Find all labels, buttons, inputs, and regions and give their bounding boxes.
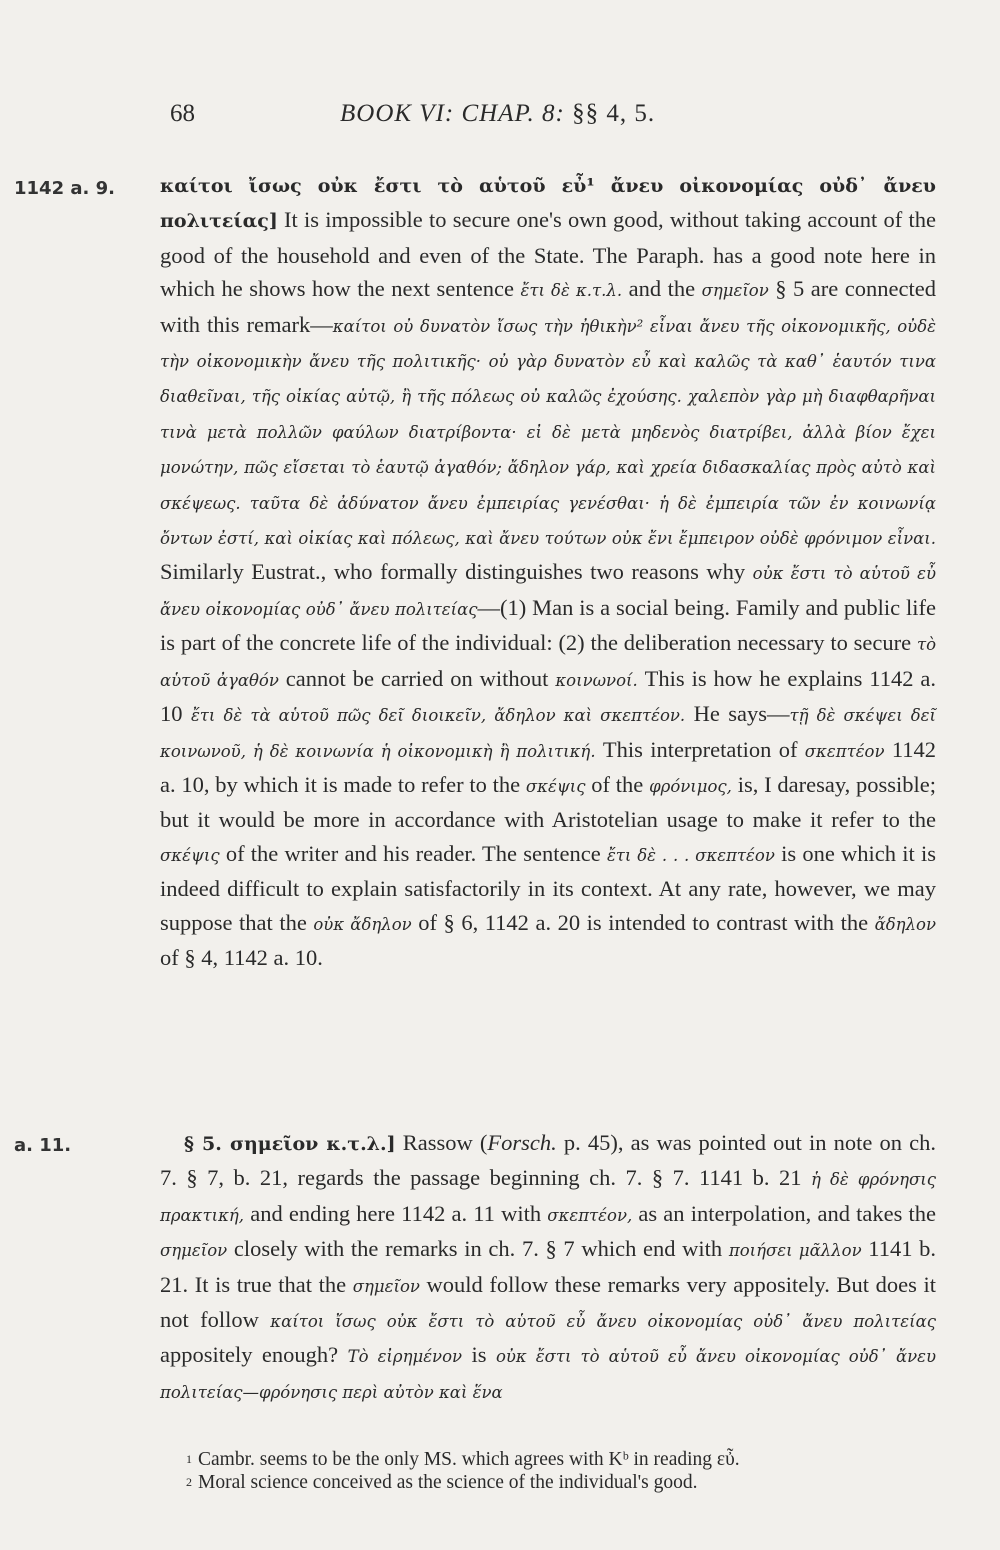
text-run: Rassow ( <box>395 1130 488 1155</box>
footnote <box>186 1471 916 1494</box>
commentary-paragraph <box>160 1126 936 1409</box>
text-run: of the writer and his reader. The sentence <box>219 840 607 866</box>
text-run: as an interpolation, and takes the <box>632 1200 936 1226</box>
text-run: is, I daresay, possible; but it would be more in accordance with Aristotelian usage to make it refer to the <box>160 771 937 833</box>
greek-run: σημεῖον <box>701 281 769 301</box>
greek-run: σκεπτέον <box>804 741 885 761</box>
text-run: Similarly Eustrat., who formally distinguishes two reasons why <box>160 559 753 585</box>
greek-run: ἔτι δὲ κ.τ.λ. <box>520 281 623 301</box>
text-run: p. 45), as was pointed out in note on ch. 7. § 7, b. 21, regards the passage beginning ch. 7. § 7. 1141 b. 21 <box>160 1130 936 1191</box>
greek-run: οὐκ ἔστι τὸ αὑτοῦ εὖ ἄνευ οἰκονομίας οὐδ᾽ ἄνευ πολιτείας—φρόνησις περὶ αὐτὸν καὶ ἕνα <box>160 1347 937 1402</box>
greek-run: ἔτι δὲ . . . σκεπτέον <box>606 845 775 865</box>
margin-reference-1: 1142 a. 9. <box>14 178 115 199</box>
text-run: is <box>462 1342 496 1368</box>
greek-run: σημεῖον <box>352 1276 420 1296</box>
greek-run: ἡ δὲ φρόνησις πρακτική, <box>160 1170 936 1225</box>
text-run: This is how he explains 1142 a. 10 <box>160 665 936 727</box>
text-run: of the <box>585 771 650 797</box>
footnote-mark: 2 <box>186 1475 192 1489</box>
lemma: § 5. σημεῖον κ.τ.λ.] <box>184 1133 396 1155</box>
text-run: 1142 a. 10, by which it is made to refer to the <box>160 736 936 797</box>
commentary-block-1 <box>160 168 936 974</box>
greek-run: Τὸ εἰρημένον <box>347 1347 463 1367</box>
page-number: 68 <box>170 100 195 127</box>
greek-run: σκέψις <box>525 776 586 796</box>
text-run: cannot be carried on without <box>278 665 556 691</box>
greek-run: σκέψις <box>160 845 220 865</box>
running-title <box>340 100 655 128</box>
text-run: closely with the remarks in ch. 7. § 7 which end with <box>227 1236 729 1262</box>
greek-run: τὸ αὑτοῦ ἀγαθόν <box>160 635 936 690</box>
text-run: He says— <box>685 701 790 727</box>
greek-run: οὐκ ἄδηλον <box>313 914 412 934</box>
greek-run: ἄδηλον <box>874 914 936 934</box>
greek-run: σημεῖον <box>160 1241 228 1261</box>
text-run: 1141 b. 21. It is true that the <box>160 1236 936 1297</box>
running-title-sections: §§ 4, 5. <box>572 100 656 127</box>
text-run: It is impossible to secure one's own good, without taking account of the good of the household and even of the State. The Paraph. has a good note here in which he shows how the next sentence <box>160 207 936 302</box>
footnote-text: Cambr. seems to be the only MS. which agrees with Kᵇ in reading εὖ. <box>198 1449 740 1470</box>
text-run: of § 4, 1142 a. 10. <box>160 944 323 970</box>
text-run: would follow these remarks very appositely. But does it not follow <box>160 1271 936 1333</box>
margin-reference-2: a. 11. <box>14 1135 72 1156</box>
footnotes <box>186 1448 916 1494</box>
text-run: of § 6, 1142 a. 20 is intended to contrast with the <box>411 909 875 935</box>
commentary-block-2 <box>160 1126 936 1409</box>
footnote <box>186 1448 916 1471</box>
text-run: and the <box>622 276 702 302</box>
text-run: is one which it is indeed difficult to explain satisfactorily in its context. At any rate, however, we may suppose that the <box>160 840 936 935</box>
footnote-text: Moral science conceived as the science of the individual's good. <box>198 1472 698 1493</box>
greek-run: κοινωνοί. <box>555 670 638 690</box>
text-run: This interpretation of <box>595 736 805 762</box>
commentary-paragraph <box>160 168 936 974</box>
greek-run: ἔτι δὲ τὰ αὑτοῦ πῶς δεῖ διοικεῖν, ἄδηλον καὶ σκεπτέον. <box>190 706 686 726</box>
text-run: and ending here 1142 a. 11 with <box>244 1200 548 1226</box>
italic-run: Forsch. <box>487 1130 557 1155</box>
footnote-mark: 1 <box>186 1452 192 1466</box>
text-run: appositely enough? <box>160 1342 348 1368</box>
greek-run: ποιήσει μᾶλλον <box>728 1241 862 1261</box>
running-title-text: BOOK VI: CHAP. 8: <box>340 100 565 127</box>
greek-run: σκεπτέον, <box>547 1205 633 1225</box>
greek-quotation: καίτοι οὐ δυνατὸν ἴσως τὴν ἠθικὴν² εἶναι ἄνευ τῆς οἰκονομικῆς, οὐδὲ τὴν οἰκονομικὴν ἄνευ τῆς πολιτικῆς· οὐ γὰρ δυνατὸν εὖ καὶ καλῶς τὰ καθ᾽ ἑαυτόν τινα διαθεῖναι, τῆς οἰκίας αὐτῷ, ἢ τῆς πόλεως οὐ καλῶς ἐχούσης. χαλεπὸν γὰρ μὴ διαφθαρῆναι τινὰ μετὰ πολλῶν φαύλων διατρίβοντα· εἰ δὲ μετὰ μηδενὸς διατρίβει, ἀλλὰ βίον ἔχει μονώτην, πῶς εἴσεται τὸ ἑαυτῷ ἀγαθόν; ἄδηλον γάρ, καὶ χρεία διδασκαλίας πρὸς αὐτὸ καὶ σκέψεως. ταῦτα δὲ ἀδύνατον ἄνευ ἐμπειρίας γενέσθαι· ἡ δὲ ἐμπειρία τῶν ἐν κοινωνίᾳ ὄντων ἐστί, καὶ οἰκίας καὶ πόλεως, καὶ ἄνευ τούτων οὐκ ἔνι ἔμπειρον οὐδὲ φρόνιμον εἶναι. <box>160 316 936 549</box>
text-run: —(1) Man is a social being. Family and public life is part of the concrete life of the individual: (2) the deliberation necessary to secure <box>160 594 936 656</box>
greek-run: τῇ δὲ σκέψει δεῖ κοινωνοῦ, ἡ δὲ κοινωνία ἡ οἰκονομικὴ ἢ πολιτική. <box>160 706 937 761</box>
text-run: § 5 are connected with this remark— <box>160 276 936 337</box>
greek-run: φρόνιμος, <box>649 776 732 796</box>
greek-run: οὐκ ἔστι τὸ αὑτοῦ εὖ ἄνευ οἰκονομίας οὐδ᾽ ἄνευ πολιτείας <box>160 564 936 619</box>
greek-run: καίτοι ἴσως οὐκ ἔστι τὸ αὑτοῦ εὖ ἄνευ οἰκονομίας οὐδ᾽ ἄνευ πολιτείας <box>270 1312 936 1332</box>
lemma: καίτοι ἴσως οὐκ ἔστι τὸ αὑτοῦ εὖ¹ ἄνευ οἰκονομίας οὐδ᾽ ἄνευ πολιτείας] <box>160 175 936 233</box>
